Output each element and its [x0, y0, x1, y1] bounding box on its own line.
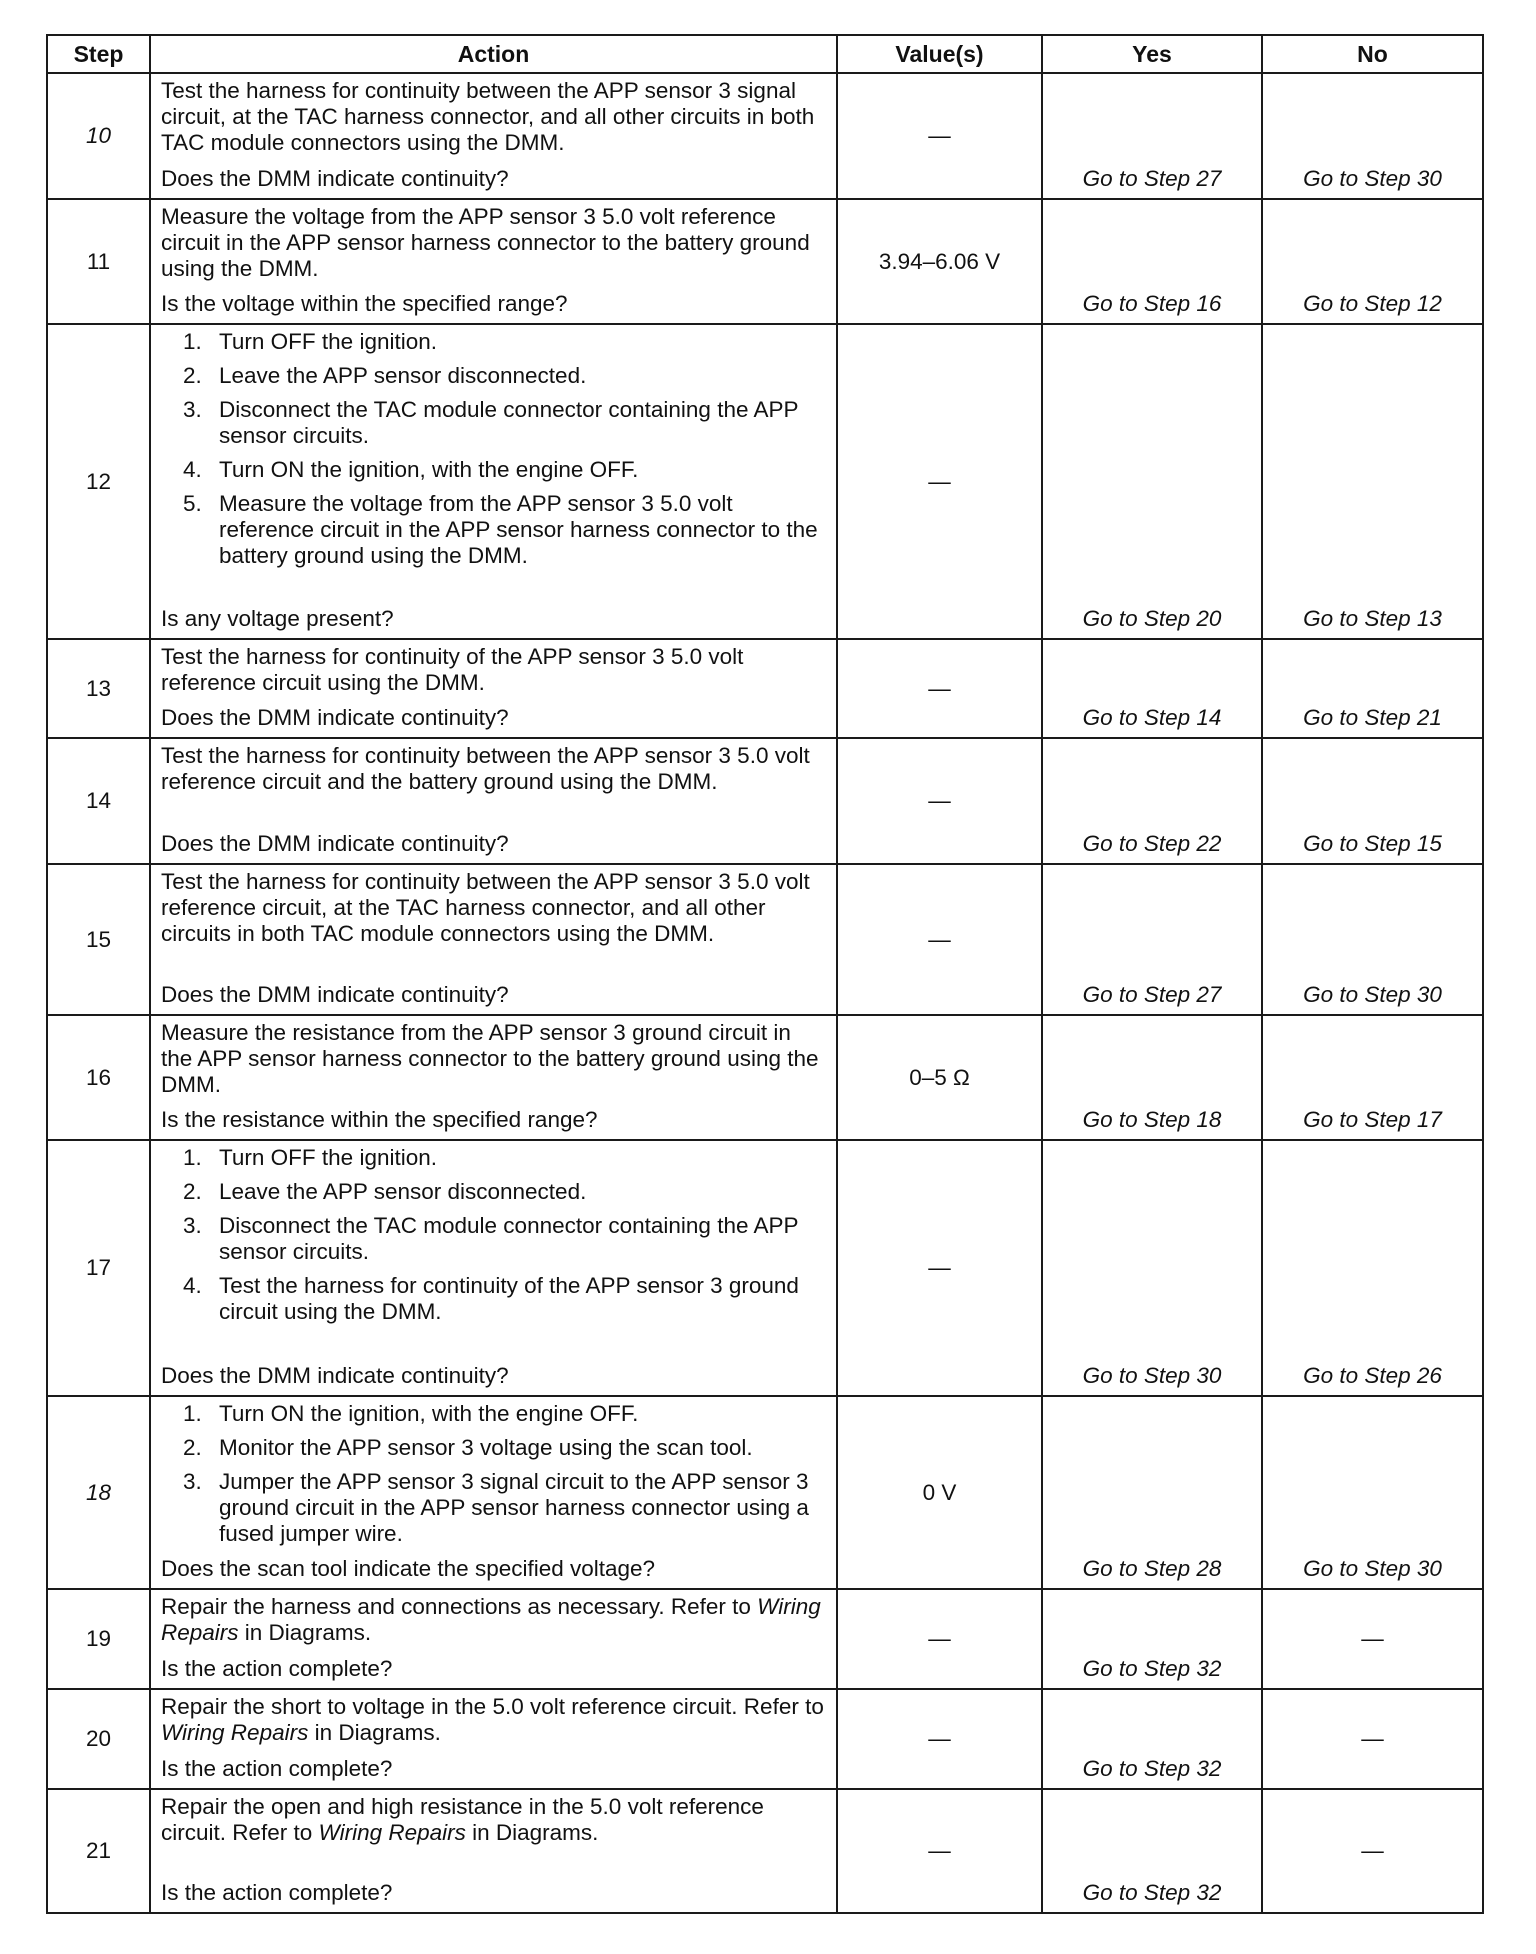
table-row — [47, 1015, 1483, 1140]
action-cell — [150, 639, 837, 738]
list-item-text: Disconnect the TAC module connector containing the APP sensor circuits. — [219, 1213, 799, 1264]
action-cell — [150, 1589, 837, 1689]
action-cell — [150, 324, 837, 639]
list-item-number: 3. — [183, 1469, 202, 1494]
list-item-number: 2. — [183, 363, 202, 388]
yes-cell: Go to Step 18 — [1042, 1015, 1262, 1140]
action-cell — [150, 738, 837, 864]
wiring-repairs-reference: Wiring Repairs — [161, 1720, 309, 1745]
action-cell — [150, 864, 837, 1015]
no-cell: Go to Step 30 — [1262, 1396, 1483, 1589]
value-cell: 0–5 Ω — [837, 1015, 1042, 1140]
procedure-list — [161, 329, 826, 577]
step-number: 20 — [47, 1689, 150, 1789]
table-row — [47, 738, 1483, 864]
action-question: Does the DMM indicate continuity? — [161, 982, 509, 1007]
value-cell: — — [837, 1589, 1042, 1689]
value-cell: — — [837, 738, 1042, 864]
list-item-text: Turn OFF the ignition. — [219, 329, 438, 354]
list-item-text: Leave the APP sensor disconnected. — [219, 363, 587, 388]
list-item-text: Turn ON the ignition, with the engine OFF. — [219, 457, 639, 482]
action-text — [161, 1594, 826, 1646]
wiring-repairs-reference: Wiring Repairs — [318, 1820, 466, 1845]
procedure-list — [161, 1145, 826, 1333]
list-item — [161, 1213, 826, 1265]
action-question: Does the DMM indicate continuity? — [161, 166, 509, 191]
list-item-text: Leave the APP sensor disconnected. — [219, 1179, 587, 1204]
no-cell: — — [1262, 1689, 1483, 1789]
action-text-part: Repair the harness and connections as necessary. Refer to — [161, 1594, 758, 1619]
value-cell: — — [837, 73, 1042, 199]
action-text: Measure the voltage from the APP sensor 3 5.0 volt reference circuit in the APP sensor harness connector to the battery ground using the DMM. — [161, 204, 810, 281]
no-cell: — — [1262, 1589, 1483, 1689]
value-cell: — — [837, 639, 1042, 738]
no-cell: Go to Step 30 — [1262, 864, 1483, 1015]
table-row — [47, 1589, 1483, 1689]
value-cell: — — [837, 324, 1042, 639]
step-number: 16 — [47, 1015, 150, 1140]
list-item-number: 2. — [183, 1435, 202, 1460]
list-item-text: Turn OFF the ignition. — [219, 1145, 438, 1170]
list-item — [161, 1179, 826, 1205]
action-cell — [150, 1396, 837, 1589]
yes-cell: Go to Step 32 — [1042, 1689, 1262, 1789]
yes-cell: Go to Step 27 — [1042, 73, 1262, 199]
list-item-number: 4. — [183, 457, 202, 482]
list-item-number: 3. — [183, 397, 202, 422]
action-text: Test the harness for continuity of the APP sensor 3 5.0 volt reference circuit using the DMM. — [161, 644, 744, 695]
list-item — [161, 363, 826, 389]
action-text: Measure the resistance from the APP sensor 3 ground circuit in the APP sensor harness connector to the battery ground using the DMM. — [161, 1020, 819, 1097]
action-question: Is the resistance within the specified range? — [161, 1107, 598, 1132]
table-row — [47, 1396, 1483, 1589]
diagnostic-table — [46, 34, 1484, 1914]
header-action: Action — [150, 35, 837, 73]
value-cell: — — [837, 1689, 1042, 1789]
diagnostic-table-page — [46, 34, 1482, 1914]
list-item — [161, 1401, 826, 1427]
header-no: No — [1262, 35, 1483, 73]
step-number: 21 — [47, 1789, 150, 1913]
table-row — [47, 1789, 1483, 1913]
no-cell: Go to Step 30 — [1262, 73, 1483, 199]
action-question: Does the DMM indicate continuity? — [161, 705, 509, 730]
action-cell — [150, 1789, 837, 1913]
list-item — [161, 397, 826, 449]
header-row — [47, 35, 1483, 73]
no-cell: Go to Step 12 — [1262, 199, 1483, 324]
header-yes: Yes — [1042, 35, 1262, 73]
step-number: 17 — [47, 1140, 150, 1396]
step-number: 12 — [47, 324, 150, 639]
action-text: Test the harness for continuity between the APP sensor 3 signal circuit, at the TAC harness connector, and all other circuits in both TAC module connectors using the DMM. — [161, 78, 815, 155]
list-item-number: 1. — [183, 1145, 202, 1170]
action-question: Does the DMM indicate continuity? — [161, 831, 509, 856]
list-item-text: Test the harness for continuity of the APP sensor 3 ground circuit using the DMM. — [219, 1273, 799, 1324]
action-question: Does the scan tool indicate the specified voltage? — [161, 1556, 656, 1581]
list-item-number: 1. — [183, 1401, 202, 1426]
list-item-number: 2. — [183, 1179, 202, 1204]
header-values: Value(s) — [837, 35, 1042, 73]
table-row — [47, 864, 1483, 1015]
action-text-part: in Diagrams. — [465, 1820, 599, 1845]
table-row — [47, 199, 1483, 324]
action-question: Is the action complete? — [161, 1756, 393, 1781]
action-question: Does the DMM indicate continuity? — [161, 1363, 509, 1388]
header-step: Step — [47, 35, 150, 73]
action-text-part: Repair the open and high resistance in the 5.0 volt reference circuit. Refer to — [161, 1794, 764, 1845]
action-question: Is the action complete? — [161, 1880, 393, 1905]
procedure-list — [161, 1401, 826, 1555]
yes-cell: Go to Step 30 — [1042, 1140, 1262, 1396]
no-cell: Go to Step 17 — [1262, 1015, 1483, 1140]
step-number: 18 — [47, 1396, 150, 1589]
yes-cell: Go to Step 14 — [1042, 639, 1262, 738]
step-number: 14 — [47, 738, 150, 864]
list-item-number: 3. — [183, 1213, 202, 1238]
list-item-text: Jumper the APP sensor 3 signal circuit to the APP sensor 3 ground circuit in the APP sensor harness connector using a fused jumper wire. — [219, 1469, 809, 1546]
yes-cell: Go to Step 20 — [1042, 324, 1262, 639]
step-number: 19 — [47, 1589, 150, 1689]
list-item-text: Disconnect the TAC module connector containing the APP sensor circuits. — [219, 397, 799, 448]
table-row — [47, 73, 1483, 199]
wiring-repairs-reference: Wiring Repairs — [161, 1594, 821, 1645]
yes-cell: Go to Step 28 — [1042, 1396, 1262, 1589]
no-cell: Go to Step 21 — [1262, 639, 1483, 738]
value-cell: — — [837, 1140, 1042, 1396]
step-number: 10 — [47, 73, 150, 199]
yes-cell: Go to Step 22 — [1042, 738, 1262, 864]
action-text-part: Repair the short to voltage in the 5.0 volt reference circuit. Refer to — [161, 1694, 824, 1719]
list-item — [161, 1273, 826, 1325]
step-number: 15 — [47, 864, 150, 1015]
no-cell: Go to Step 26 — [1262, 1140, 1483, 1396]
action-cell — [150, 1015, 837, 1140]
no-cell: Go to Step 15 — [1262, 738, 1483, 864]
list-item — [161, 491, 826, 569]
yes-cell: Go to Step 32 — [1042, 1789, 1262, 1913]
value-cell: — — [837, 1789, 1042, 1913]
action-cell — [150, 199, 837, 324]
table-row — [47, 324, 1483, 639]
action-text-part: in Diagrams. — [238, 1620, 372, 1645]
table-row — [47, 1140, 1483, 1396]
list-item — [161, 329, 826, 355]
yes-cell: Go to Step 27 — [1042, 864, 1262, 1015]
action-text: Test the harness for continuity between the APP sensor 3 5.0 volt reference circuit, at the TAC harness connector, and all other circuits in both TAC module connectors using the DMM. — [161, 869, 810, 946]
value-cell: 3.94–6.06 V — [837, 199, 1042, 324]
action-question: Is the action complete? — [161, 1656, 393, 1681]
action-question: Is any voltage present? — [161, 606, 394, 631]
action-text-part: in Diagrams. — [308, 1720, 441, 1745]
yes-cell: Go to Step 16 — [1042, 199, 1262, 324]
list-item-number: 1. — [183, 329, 202, 354]
action-text — [161, 1694, 826, 1746]
table-row — [47, 1689, 1483, 1789]
list-item-text: Turn ON the ignition, with the engine OFF. — [219, 1401, 639, 1426]
action-cell — [150, 1140, 837, 1396]
list-item — [161, 1469, 826, 1547]
step-number: 13 — [47, 639, 150, 738]
list-item-number: 5. — [183, 491, 202, 516]
list-item-text: Monitor the APP sensor 3 voltage using the scan tool. — [219, 1435, 753, 1460]
step-number: 11 — [47, 199, 150, 324]
list-item-number: 4. — [183, 1273, 202, 1298]
action-text: Test the harness for continuity between the APP sensor 3 5.0 volt reference circuit and the battery ground using the DMM. — [161, 743, 810, 794]
yes-cell: Go to Step 32 — [1042, 1589, 1262, 1689]
action-text — [161, 1794, 826, 1846]
list-item — [161, 457, 826, 483]
action-cell — [150, 73, 837, 199]
list-item — [161, 1435, 826, 1461]
no-cell: Go to Step 13 — [1262, 324, 1483, 639]
list-item — [161, 1145, 826, 1171]
action-question: Is the voltage within the specified range? — [161, 291, 568, 316]
action-cell — [150, 1689, 837, 1789]
no-cell: — — [1262, 1789, 1483, 1913]
value-cell: 0 V — [837, 1396, 1042, 1589]
value-cell: — — [837, 864, 1042, 1015]
table-row — [47, 639, 1483, 738]
list-item-text: Measure the voltage from the APP sensor 3 5.0 volt reference circuit in the APP sensor harness connector to the battery ground using the DMM. — [219, 491, 818, 568]
